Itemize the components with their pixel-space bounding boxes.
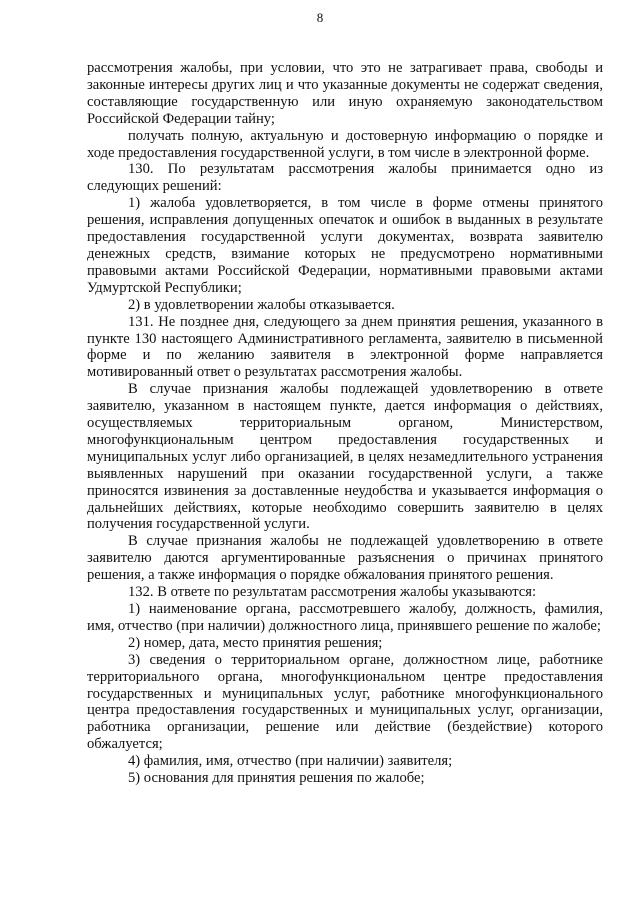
paragraph-132: 132. В ответе по результатам рассмотрения жалобы указываются: — [128, 584, 537, 601]
paragraph-132-item-3: 3) сведения о территориальном органе, должностном лице, работнике территориального органа, многофункциональном центре предоставления государственных и муниципальных услуг, работнике многофункционального центра предоставления государственных и муниципальных услуг, организации, работника организации, решение или действие (бездействие) которого обжалуется; — [87, 651, 603, 753]
paragraph-continuation: рассмотрения жалобы, при условии, что это не затрагивает права, свободы и законные интересы других лиц и что указанные документы не содержат сведения, составляющие государственную или иную охраняемую законодательством Российской Федерации тайну; — [87, 60, 603, 127]
paragraph-130-item-2: 2) в удовлетворении жалобы отказывается. — [128, 296, 395, 313]
paragraph-130-item-1: 1) жалоба удовлетворяется, в том числе в форме отмены принятого решения, исправления допущенных опечаток и ошибок в выданных в результате предоставления государственной услуги документах, возврата заявителю денежных средств, взимание которых не предусмотрено нормативными правовыми актами Российской Федерации, нормативными правовыми актами Удмуртской Республики; — [87, 195, 603, 296]
paragraph-right-info: получать полную, актуальную и достоверную информацию о порядке и ходе предоставления государственной услуги, в том числе в электронной форме. — [87, 127, 603, 161]
paragraph-131-satisfied: В случае признания жалобы подлежащей удовлетворению в ответе заявителю, указанном в настоящем пункте, дается информация о действиях, осуществляемых территориальным органом, Министерством, многофункциональным центром предоставления государственных и муниципальных услуг либо организацией, в целях незамедлительного устранения выявленных нарушений при оказании государственной услуги, а также приносятся извинения за доставленные неудобства и указывается информация о дальнейших действиях, которые необходимо совершить заявителю в целях получения государственной услуги. — [87, 381, 603, 533]
paragraph-132-item-4: 4) фамилия, имя, отчество (при наличии) заявителя; — [128, 753, 453, 770]
paragraph-132-item-1: 1) наименование органа, рассмотревшего жалобу, должность, фамилия, имя, отчество (при наличии) должностного лица, принявшего решение по жалобе; — [87, 601, 603, 634]
document-body — [87, 60, 603, 787]
paragraph-132-item-5: 5) основания для принятия решения по жалобе; — [128, 770, 425, 787]
paragraph-130: 130. По результатам рассмотрения жалобы принимается одно из следующих решений: — [87, 161, 603, 195]
paragraph-131: 131. Не позднее дня, следующего за днем принятия решения, указанного в пункте 130 настоящего Административного регламента, заявителю в письменной форме и по желанию заявителя в электронной форме направляется мотивированный ответ о результатах рассмотрения жалобы. — [87, 313, 603, 381]
paragraph-132-item-2: 2) номер, дата, место принятия решения; — [128, 634, 383, 651]
paragraph-131-rejected: В случае признания жалобы не подлежащей удовлетворению в ответе заявителю даются аргументированные разъяснения о причинах принятого решения, а также информация о порядке обжалования принятого решения. — [87, 533, 603, 584]
page-number: 8 — [316, 10, 324, 25]
